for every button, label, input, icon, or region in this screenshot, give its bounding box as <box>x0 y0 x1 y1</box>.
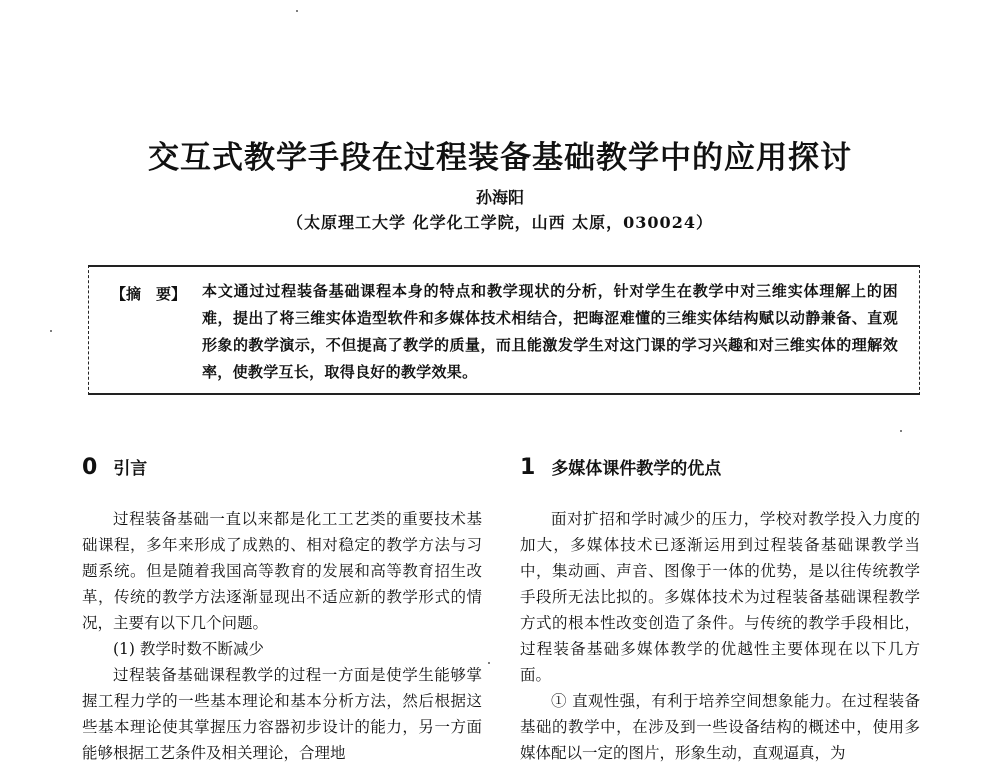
author-name: 孙海阳 <box>475 188 524 207</box>
section-0-column <box>82 450 482 766</box>
scan-speck <box>50 330 52 332</box>
section-0-number: 0 <box>82 455 98 480</box>
section-0-paragraph: 过程装备基础一直以来都是化工工艺类的重要技术基础课程，多年来形成了成熟的、相对稳定的教学方法与习题系统。但是随着我国高等教育的发展和高等教育招生改革，传统的教学方法逐渐显现出不适应新的教学形式的情况，主要有以下几个问题。 <box>82 510 482 632</box>
section-0-body <box>82 506 482 766</box>
abstract-box <box>88 265 920 395</box>
author-affiliation: （太原理工大学 化学化工学院，山西 太原，030024） <box>287 213 713 232</box>
section-0-heading <box>82 450 482 484</box>
abstract-label: 【摘 要】 <box>111 285 187 303</box>
section-1-title: 多媒体课件教学的优点 <box>551 459 722 479</box>
section-1-body <box>520 506 920 766</box>
scan-speck <box>296 10 298 12</box>
scan-speck <box>488 662 490 664</box>
section-1-number: 1 <box>520 455 536 480</box>
section-1-paragraph: ① 直观性强，有利于培养空间想象能力。在过程装备基础的教学中，在涉及到一些设备结构的概述中，使用多媒体配以一定的图片，形象生动，直观逼真，为 <box>520 692 920 762</box>
abstract-text: 本文通过过程装备基础课程本身的特点和教学现状的分析，针对学生在教学中对三维实体理解上的困难，提出了将三维实体造型软件和多媒体技术相结合，把晦涩难懂的三维实体结构赋以动静兼备、直观形象的教学演示，不但提高了教学的质量，而且能激发学生对这门课的学习兴趣和对三维实体的理解效率，使教学互长，取得良好的教学效果。 <box>202 282 898 381</box>
section-0-paragraph: 过程装备基础课程教学的过程一方面是使学生能够掌握工程力学的一些基本理论和基本分析方法，然后根据这些基本理论使其掌握压力容器初步设计的能力，另一方面能够根据工艺条件及相关理论，合理地 <box>82 666 482 762</box>
scan-speck <box>900 430 902 432</box>
section-1-heading <box>520 450 920 484</box>
section-0-title: 引言 <box>113 459 148 479</box>
section-0-subheading: (1) 教学时数不断减少 <box>113 640 264 658</box>
section-1-column <box>520 450 920 766</box>
paper-title: 交互式教学手段在过程装备基础教学中的应用探讨 <box>148 140 852 176</box>
section-1-paragraph: 面对扩招和学时减少的压力，学校对教学投入力度的加大，多媒体技术已逐渐运用到过程装备基础课教学当中，集动画、声音、图像于一体的优势，是以往传统教学手段所无法比拟的。多媒体技术为过程装备基础课程教学方式的根本性改变创造了条件。与传统的教学手段相比，过程装备基础多媒体教学的优越性主要体现在以下几方面。 <box>520 510 920 684</box>
